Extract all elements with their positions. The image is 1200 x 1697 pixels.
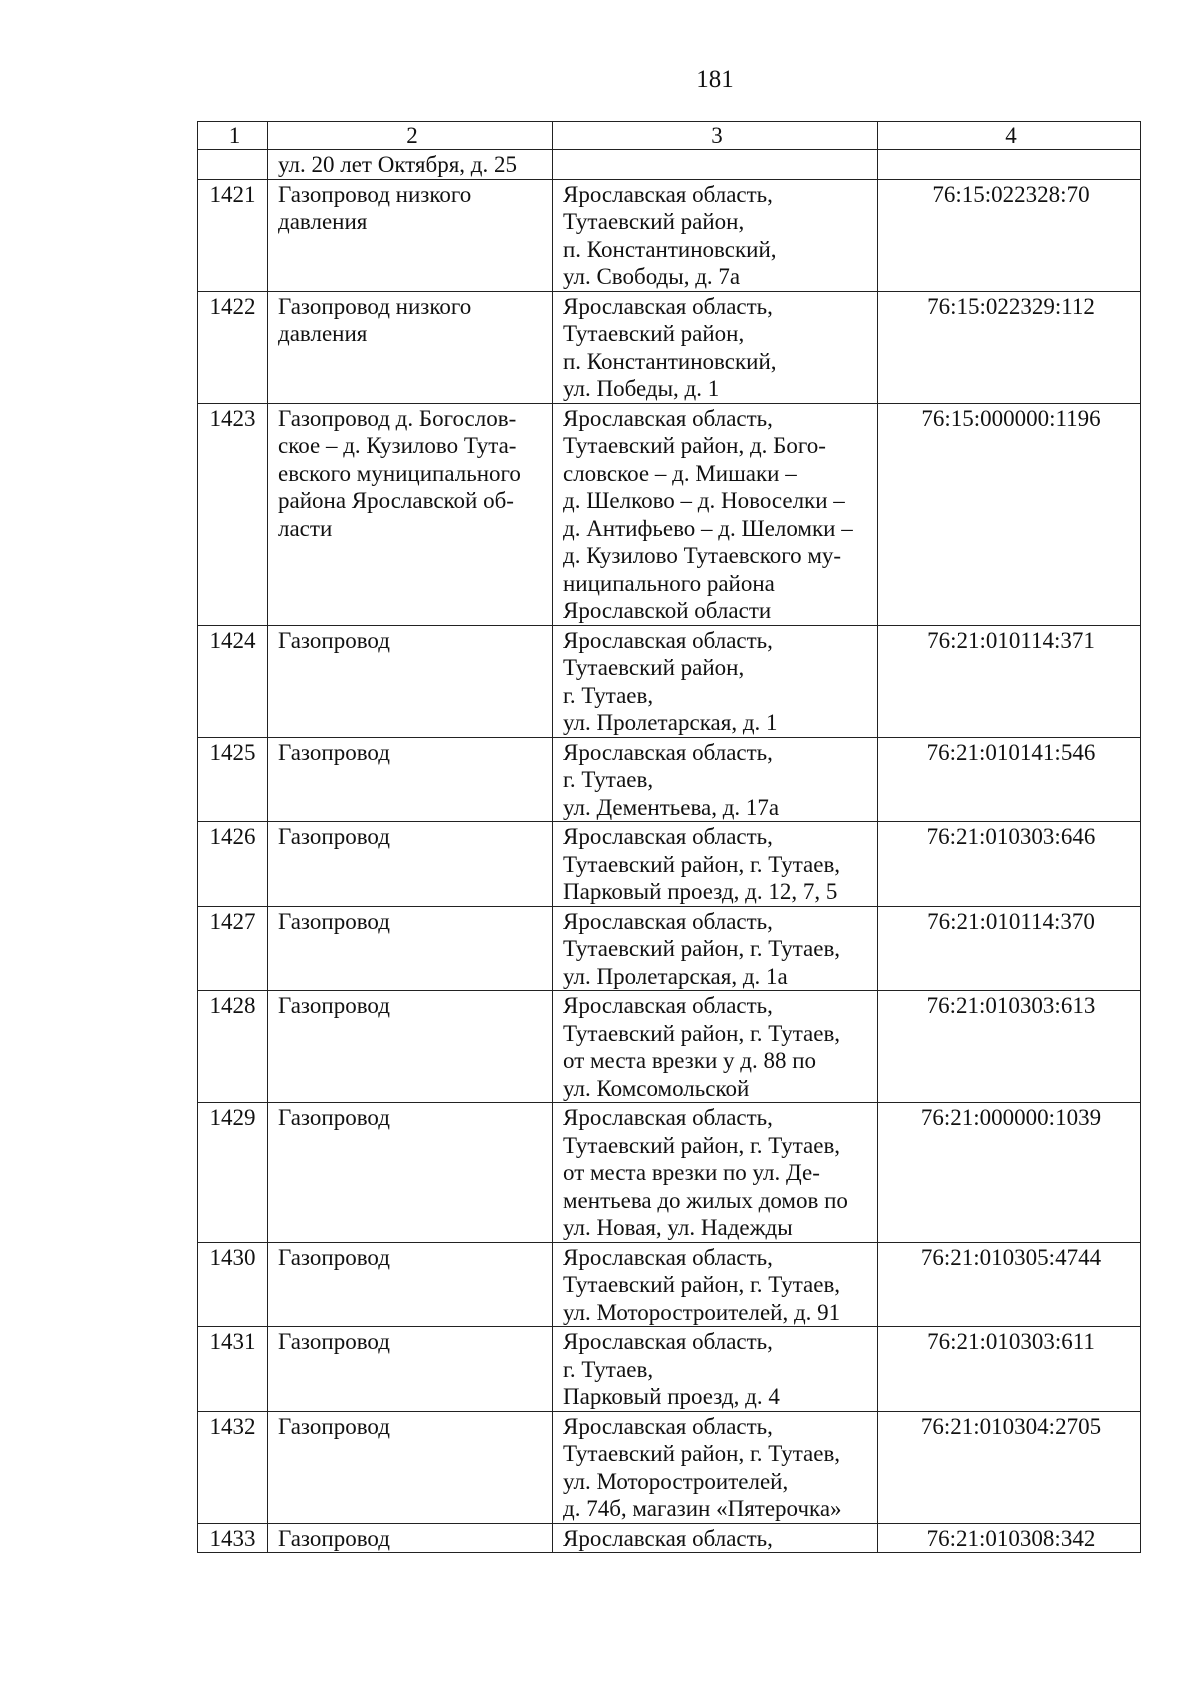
object-name-line: Газопровод: [278, 1413, 390, 1439]
object-address-line: Ярославская область,: [563, 739, 773, 765]
object-address: [553, 1327, 878, 1412]
cadastral-number: 76:21:010114:371: [878, 625, 1141, 737]
object-name: [268, 179, 553, 291]
object-address-line: Тутаевский район, г. Тутаев,: [563, 936, 841, 961]
object-name: [268, 822, 553, 907]
object-address-line: ментьева до жилых домов по: [563, 1187, 848, 1213]
cadastral-number: 76:21:000000:1039: [878, 1103, 1141, 1243]
header-row: [198, 122, 1141, 150]
object-name-line: Газопровод д. Богослов-: [278, 405, 517, 431]
row-number: 1422: [198, 291, 268, 403]
table-row: [198, 625, 1141, 737]
cadastral-number: [878, 150, 1141, 180]
object-name-line: района Ярославской об-: [278, 488, 514, 513]
object-address-line: Ярославской области: [563, 598, 772, 623]
row-number: 1421: [198, 179, 268, 291]
header-cell-2: 2: [268, 122, 553, 150]
header-cell-1: 1: [198, 122, 268, 150]
table-body: [198, 150, 1141, 1553]
object-address-line: Тутаевский район, г. Тутаев,: [563, 1441, 841, 1466]
cadastral-number: 76:21:010304:2705: [878, 1411, 1141, 1523]
object-address-line: Ярославская область,: [563, 993, 773, 1018]
object-address-line: от места врезки по ул. Де-: [563, 1160, 820, 1185]
object-name-line: Газопровод: [278, 824, 390, 849]
table-row: [198, 991, 1141, 1103]
object-address-line: Ярославская область,: [563, 908, 773, 934]
object-address-line: Ярославская область,: [563, 181, 773, 207]
object-address-line: Ярославская область,: [563, 1244, 773, 1270]
object-name-line: ское – д. Кузилово Тута-: [278, 433, 517, 458]
object-address-line: Тутаевский район, г. Тутаев,: [563, 851, 841, 877]
object-address-line: Ярославская область,: [563, 627, 773, 653]
object-address-line: ул. Победы, д. 1: [563, 376, 720, 401]
object-address-line: ниципального района: [563, 570, 775, 596]
table-row: [198, 1411, 1141, 1523]
object-name-line: Газопровод: [278, 908, 390, 934]
object-address-line: Ярославская область,: [563, 1329, 773, 1354]
cadastral-number: 76:21:010308:342: [878, 1523, 1141, 1553]
object-address-line: ул. Новая, ул. Надежды: [563, 1215, 793, 1240]
object-address-line: Тутаевский район,: [563, 655, 745, 680]
object-name-line: Газопровод: [278, 1525, 390, 1551]
object-address-line: г. Тутаев,: [563, 767, 654, 792]
object-address: [553, 991, 878, 1103]
object-address-line: Парковый проезд, д. 4: [563, 1384, 780, 1409]
row-number: 1429: [198, 1103, 268, 1243]
header-cell-3: 3: [553, 122, 878, 150]
object-address-line: г. Тутаев,: [563, 682, 654, 708]
object-address-line: Тутаевский район, д. Бого-: [563, 433, 826, 458]
object-address: [553, 1523, 878, 1553]
table-row: [198, 1242, 1141, 1327]
object-name: [268, 991, 553, 1103]
object-address-line: ул. Пролетарская, д. 1а: [563, 963, 788, 989]
cadastral-number: 76:21:010141:546: [878, 737, 1141, 822]
object-address-line: ул. Комсомольской: [563, 1075, 750, 1101]
object-name: [268, 906, 553, 991]
object-address-line: п. Константиновский,: [563, 236, 777, 262]
object-address: [553, 625, 878, 737]
object-address-line: Ярославская область,: [563, 405, 773, 431]
object-name-line: Газопровод: [278, 627, 390, 653]
table-row: [198, 822, 1141, 907]
object-address: [553, 1242, 878, 1327]
table-row: [198, 1103, 1141, 1243]
object-name: [268, 1103, 553, 1243]
table-row: [198, 737, 1141, 822]
table-row: [198, 1327, 1141, 1412]
object-address-line: ул. Дементьева, д. 17а: [563, 794, 780, 820]
object-address: [553, 179, 878, 291]
object-name-line: Газопровод: [278, 1329, 390, 1354]
registry-table: [197, 121, 1141, 1553]
cadastral-number: 76:21:010303:613: [878, 991, 1141, 1103]
row-number: 1431: [198, 1327, 268, 1412]
object-name-line: Газопровод низкого: [278, 181, 472, 207]
object-address-line: Ярославская область,: [563, 293, 773, 319]
object-address-line: Ярославская область,: [563, 1413, 773, 1439]
object-address-line: от места врезки у д. 88 по: [563, 1048, 817, 1073]
object-name-line: Газопровод низкого: [278, 293, 472, 319]
object-name: [268, 625, 553, 737]
object-address: [553, 291, 878, 403]
row-number: 1428: [198, 991, 268, 1103]
object-address-line: д. Антифьево – д. Шеломки –: [563, 515, 853, 541]
object-name-line: Газопровод: [278, 1105, 390, 1130]
object-address-line: Тутаевский район,: [563, 209, 745, 234]
object-address-line: Тутаевский район, г. Тутаев,: [563, 1132, 841, 1158]
object-address-line: Ярославская область,: [563, 824, 773, 849]
object-address-line: д. 74б, магазин «Пятерочка»: [563, 1496, 842, 1521]
cadastral-number: 76:21:010305:4744: [878, 1242, 1141, 1327]
registry-table-wrapper: [197, 121, 1141, 1553]
object-name: [268, 291, 553, 403]
table-row: [198, 150, 1141, 180]
object-address: [553, 822, 878, 907]
object-address-line: д. Кузилово Тутаевского му-: [563, 543, 842, 568]
page-number: 181: [696, 66, 734, 93]
object-name-line: давления: [278, 209, 368, 234]
row-number: 1425: [198, 737, 268, 822]
object-name-line: давления: [278, 321, 368, 346]
object-name: [268, 1242, 553, 1327]
cadastral-number: 76:21:010303:611: [878, 1327, 1141, 1412]
cadastral-number: 76:21:010303:646: [878, 822, 1141, 907]
object-address-line: Тутаевский район, г. Тутаев,: [563, 1020, 841, 1046]
object-name-line: ул. 20 лет Октября, д. 25: [278, 152, 517, 177]
object-name-line: Газопровод: [278, 1244, 390, 1270]
object-address-line: д. Шелково – д. Новоселки –: [563, 488, 845, 513]
object-name: [268, 1327, 553, 1412]
row-number: 1423: [198, 403, 268, 625]
object-address: [553, 403, 878, 625]
row-number: 1424: [198, 625, 268, 737]
table-row: [198, 403, 1141, 625]
table-row: [198, 291, 1141, 403]
row-number: 1433: [198, 1523, 268, 1553]
object-address: [553, 906, 878, 991]
cadastral-number: 76:15:022328:70: [878, 179, 1141, 291]
row-number: 1432: [198, 1411, 268, 1523]
object-name: [268, 1523, 553, 1553]
object-address-line: Тутаевский район,: [563, 321, 745, 346]
table-row: [198, 179, 1141, 291]
row-number: 1426: [198, 822, 268, 907]
object-address-line: Парковый проезд, д. 12, 7, 5: [563, 879, 838, 904]
cadastral-number: 76:15:022329:112: [878, 291, 1141, 403]
object-address-line: словское – д. Мишаки –: [563, 460, 797, 486]
object-name: [268, 737, 553, 822]
object-name-line: евского муниципального: [278, 460, 521, 486]
cadastral-number: 76:21:010114:370: [878, 906, 1141, 991]
object-name: [268, 403, 553, 625]
row-number: 1430: [198, 1242, 268, 1327]
object-name-line: Газопровод: [278, 739, 390, 765]
object-name: [268, 150, 553, 180]
object-address-line: Тутаевский район, г. Тутаев,: [563, 1272, 841, 1297]
object-address-line: г. Тутаев,: [563, 1356, 654, 1382]
object-address: [553, 150, 878, 180]
table-row: [198, 906, 1141, 991]
object-address: [553, 1103, 878, 1243]
object-name-line: ласти: [278, 515, 333, 541]
table-row: [198, 1523, 1141, 1553]
object-address-line: ул. Моторостроителей,: [563, 1468, 789, 1494]
object-name: [268, 1411, 553, 1523]
object-address-line: ул. Моторостроителей, д. 91: [563, 1299, 841, 1325]
object-address-line: п. Константиновский,: [563, 348, 777, 374]
cadastral-number: 76:15:000000:1196: [878, 403, 1141, 625]
row-number: 1427: [198, 906, 268, 991]
header-cell-4: 4: [878, 122, 1141, 150]
object-address: [553, 737, 878, 822]
object-address-line: Ярославская область,: [563, 1105, 773, 1130]
object-address-line: ул. Свободы, д. 7а: [563, 264, 741, 289]
object-address-line: ул. Пролетарская, д. 1: [563, 710, 778, 735]
row-number: [198, 150, 268, 180]
object-address-line: Ярославская область,: [563, 1525, 773, 1551]
object-name-line: Газопровод: [278, 993, 390, 1018]
object-address: [553, 1411, 878, 1523]
